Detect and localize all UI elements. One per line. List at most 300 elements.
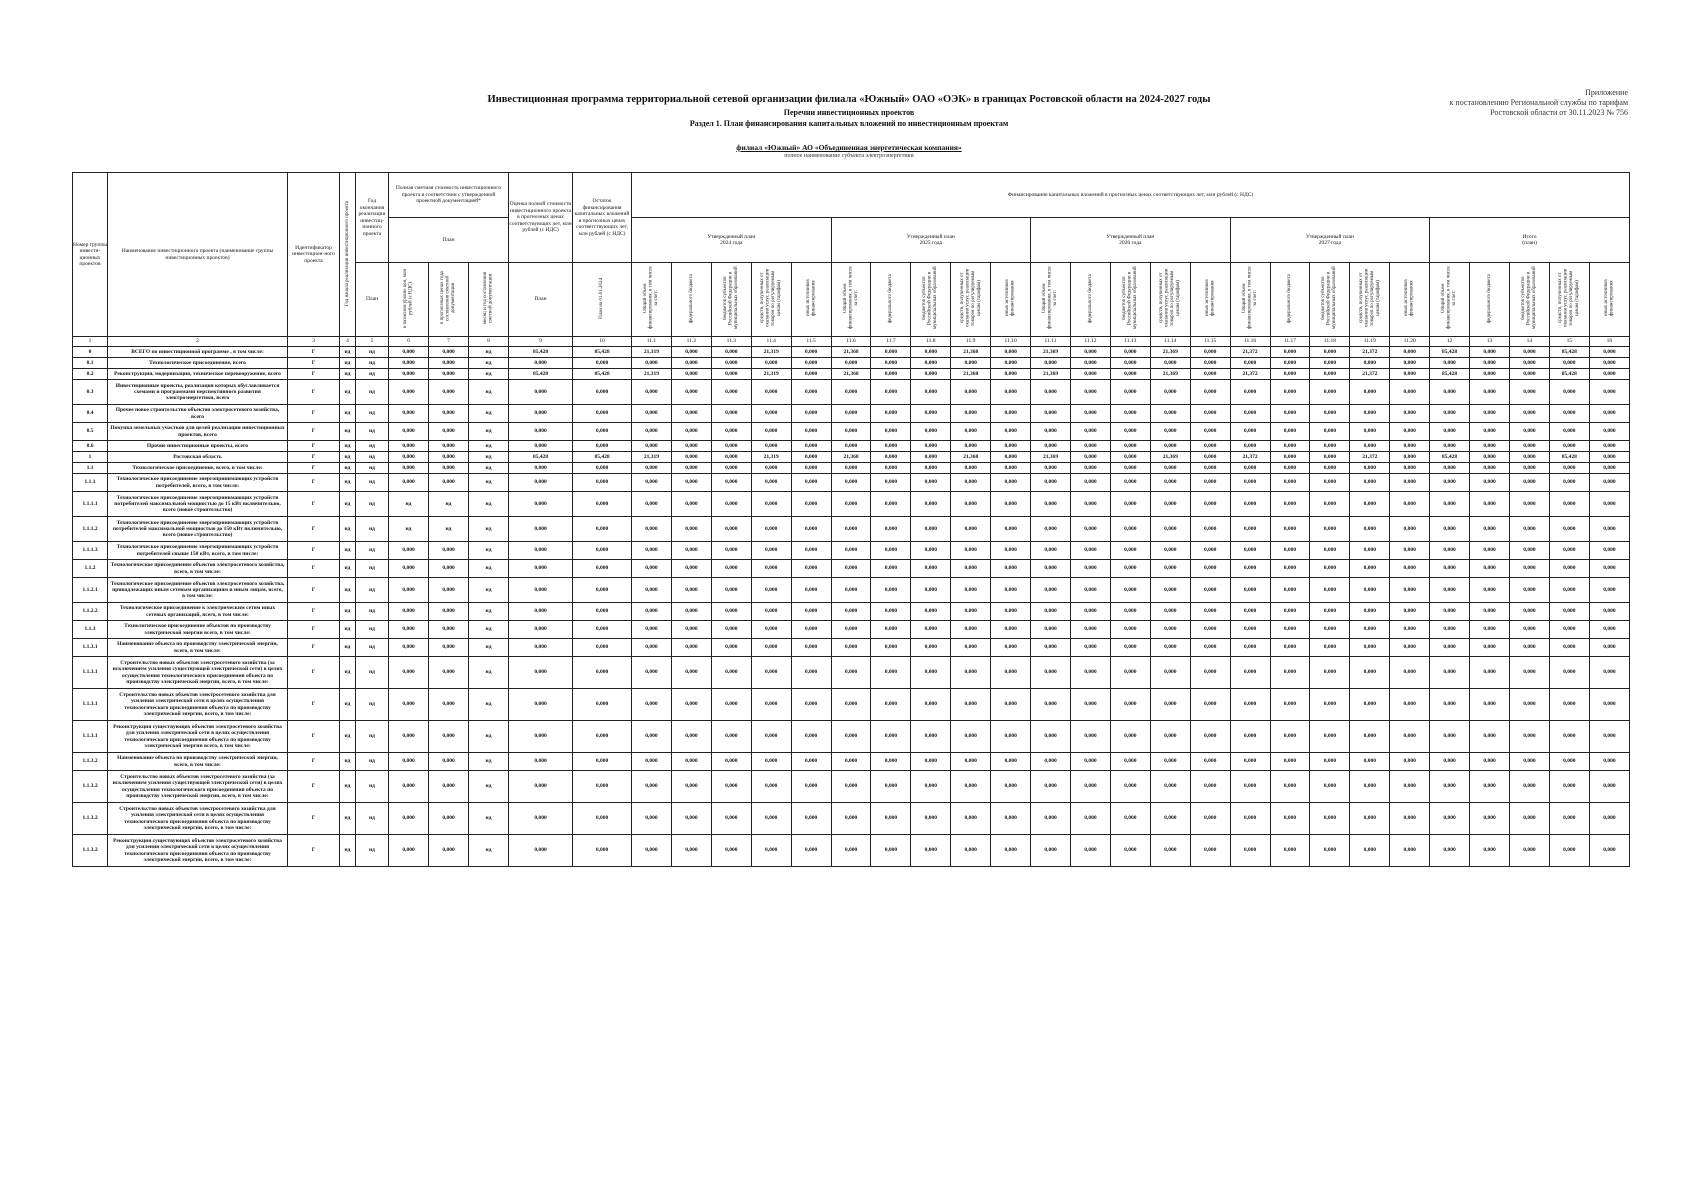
row-financing-value: 0,000 (1589, 441, 1629, 452)
row-identifier: Г (288, 771, 340, 803)
row-financing-value: 0,000 (751, 835, 791, 867)
row-financing-value: 0,000 (1350, 560, 1390, 578)
row-financing-value: 0,000 (1310, 621, 1350, 639)
row-estimate: 0,000 (509, 603, 573, 621)
row-financing-value: 0,000 (1350, 380, 1390, 405)
row-financing-value: 0,000 (911, 423, 951, 441)
row-financing-value: 0,000 (1310, 517, 1350, 542)
row-financing-value: 0,000 (1350, 835, 1390, 867)
document-titles (0, 93, 1698, 129)
row-financing-value: 0,000 (1470, 405, 1510, 423)
row-financing-value: 0,000 (751, 657, 791, 689)
row-financing-value: 0,000 (871, 603, 911, 621)
column-number: 11.7 (871, 337, 911, 347)
row-doc-cost: нд (429, 492, 469, 517)
row-financing-value: 0,000 (1310, 405, 1350, 423)
row-financing-value: 0,000 (1310, 657, 1350, 689)
row-financing-value: 0,000 (1230, 517, 1270, 542)
row-financing-value: 0,000 (1509, 835, 1549, 867)
row-financing-value: 0,000 (1509, 369, 1549, 380)
header-financing-sub-text: бюджетов субъектов Российской Федерации и муниципальных образований (1121, 266, 1139, 330)
row-financing-value: 0,000 (1549, 441, 1589, 452)
row-financing-value: 0,000 (1031, 639, 1071, 657)
row-financing-value: 0,000 (711, 517, 751, 542)
row-financing-value: 0,000 (951, 405, 991, 423)
row-financing-value: 0,000 (671, 380, 711, 405)
row-financing-value: 0,000 (1070, 347, 1110, 358)
row-financing-value: 0,000 (671, 474, 711, 492)
row-financing-value: 0,000 (911, 542, 951, 560)
row-financing-value: 0,000 (911, 578, 951, 603)
row-financing-value: 0,000 (1150, 721, 1190, 753)
row-financing-value: 21,372 (1230, 369, 1270, 380)
row-remaining: 0,000 (573, 835, 632, 867)
row-financing-value: 0,000 (711, 423, 751, 441)
row-financing-value: 0,000 (1190, 721, 1230, 753)
row-financing-value: 0,000 (871, 474, 911, 492)
row-financing-value: 0,000 (1430, 803, 1470, 835)
row-financing-value: 0,000 (1150, 753, 1190, 771)
row-financing-value: 0,000 (991, 441, 1031, 452)
row-financing-value: 0,000 (1310, 542, 1350, 560)
row-estimate: 0,000 (509, 689, 573, 721)
row-financing-value: 0,000 (1150, 463, 1190, 474)
row-financing-value: 0,000 (1270, 578, 1310, 603)
row-base-cost: 0,000 (389, 474, 429, 492)
row-financing-value: 0,000 (1430, 639, 1470, 657)
row-code: 0.6 (73, 441, 108, 452)
row-financing-value: 0,000 (871, 542, 911, 560)
row-identifier: Г (288, 441, 340, 452)
table-row (73, 639, 1630, 657)
row-financing-value: 0,000 (1589, 542, 1629, 560)
row-financing-value: 0,000 (831, 474, 871, 492)
row-financing-value: 21,369 (1150, 347, 1190, 358)
row-financing-value: 0,000 (751, 474, 791, 492)
row-financing-value: 0,000 (711, 771, 751, 803)
row-financing-value: 0,000 (1070, 771, 1110, 803)
row-start-year: нд (340, 452, 356, 463)
row-financing-value: 0,000 (1589, 492, 1629, 517)
row-financing-value: 0,000 (1310, 463, 1350, 474)
row-financing-value: 0,000 (1589, 380, 1629, 405)
row-financing-value: 0,000 (951, 542, 991, 560)
row-name: Инвестиционные проекты, реализация которых обуславливается схемами и программами перспективного развития электроэнергетики, всего (108, 380, 288, 405)
row-financing-value: 0,000 (831, 803, 871, 835)
row-financing-value: 0,000 (951, 474, 991, 492)
row-doc-cost: нд (429, 517, 469, 542)
row-financing-value: 0,000 (791, 474, 831, 492)
row-financing-value: 0,000 (1270, 463, 1310, 474)
row-name: Прочие инвестиционные проекты, всего (108, 441, 288, 452)
row-financing-value: 21,372 (1230, 452, 1270, 463)
document-subtitle: Перечни инвестиционных проектов (783, 108, 915, 117)
row-financing-value: 0,000 (1110, 621, 1150, 639)
row-name: Строительство новых объектов электросетевого хозяйства для усиления электрической сети в целях осуществления технологического присоединения объекта по производству электрической энергии, всего, в том числе: (108, 689, 288, 721)
row-doc-date: нд (469, 405, 509, 423)
row-doc-date: нд (469, 347, 509, 358)
row-financing-value: 0,000 (991, 452, 1031, 463)
row-financing-value: 0,000 (1270, 358, 1310, 369)
row-financing-value: 0,000 (951, 639, 991, 657)
row-financing-value: 0,000 (711, 474, 751, 492)
row-end-year: нд (356, 369, 389, 380)
row-financing-value: 0,000 (1270, 621, 1310, 639)
row-financing-value: 0,000 (1150, 380, 1190, 405)
row-financing-value: 21,368 (831, 347, 871, 358)
row-financing-value: 0,000 (1390, 689, 1430, 721)
row-end-year: нд (356, 474, 389, 492)
row-financing-value: 0,000 (1190, 517, 1230, 542)
row-financing-value: 0,000 (1110, 753, 1150, 771)
row-financing-value: 0,000 (1270, 423, 1310, 441)
header-financing-sub-text: Общий объем финансирования, в том числе за счет: (842, 266, 859, 330)
header-financing-sub (1430, 263, 1470, 337)
row-identifier: Г (288, 380, 340, 405)
row-financing-value: 0,000 (791, 560, 831, 578)
row-financing-value: 0,000 (1589, 621, 1629, 639)
row-financing-value: 0,000 (1150, 578, 1190, 603)
header-financing-sub (951, 263, 991, 337)
row-base-cost: 0,000 (389, 423, 429, 441)
row-financing-value: 0,000 (791, 441, 831, 452)
row-financing-value: 0,000 (831, 689, 871, 721)
row-financing-value: 0,000 (1549, 721, 1589, 753)
row-end-year: нд (356, 542, 389, 560)
row-name: Технологическое присоединение объектов по производству электрической энергии всего, в том числе: (108, 621, 288, 639)
row-financing-value: 0,000 (1470, 771, 1510, 803)
row-code: 0.3 (73, 380, 108, 405)
row-financing-value: 0,000 (1390, 721, 1430, 753)
row-financing-value: 0,000 (632, 358, 672, 369)
table-row (73, 463, 1630, 474)
header-financing-sub (1230, 263, 1270, 337)
row-financing-value: 0,000 (751, 771, 791, 803)
row-financing-value: 0,000 (1310, 639, 1350, 657)
column-number: 11.17 (1270, 337, 1310, 347)
row-financing-value: 0,000 (991, 542, 1031, 560)
row-identifier: Г (288, 657, 340, 689)
header-group-no: Номер группы инвести-ционных проектов (73, 173, 108, 337)
row-financing-value: 0,000 (1150, 639, 1190, 657)
row-financing-value: 0,000 (991, 639, 1031, 657)
row-doc-cost: 0,000 (429, 578, 469, 603)
row-financing-value: 0,000 (871, 463, 911, 474)
row-remaining: 0,000 (573, 423, 632, 441)
table-row (73, 803, 1630, 835)
row-estimate: 0,000 (509, 578, 573, 603)
table-row (73, 452, 1630, 463)
row-start-year: нд (340, 474, 356, 492)
table-row (73, 369, 1630, 380)
row-code: 0.1 (73, 358, 108, 369)
row-financing-value: 0,000 (831, 463, 871, 474)
header-financing-sub (1150, 263, 1190, 337)
row-financing-value: 21,372 (1350, 369, 1390, 380)
row-financing-value: 0,000 (1470, 463, 1510, 474)
table-row (73, 441, 1630, 452)
row-financing-value: 0,000 (1509, 492, 1549, 517)
row-financing-value: 0,000 (1031, 657, 1071, 689)
row-financing-value: 0,000 (1230, 474, 1270, 492)
row-financing-value: 0,000 (671, 492, 711, 517)
row-financing-value: 0,000 (1350, 721, 1390, 753)
row-financing-value: 0,000 (1390, 492, 1430, 517)
header-identifier: Идентификатор инвестицион-ного проекта (288, 173, 340, 337)
header-financing: Финансирование капитальных вложений в прогнозных ценах соответствующих лет, млн рублей (с НДС) (632, 173, 1630, 218)
column-number: 16 (1589, 337, 1629, 347)
row-doc-cost: 0,000 (429, 803, 469, 835)
row-financing-value: 0,000 (1509, 441, 1549, 452)
row-financing-value: 0,000 (1070, 441, 1110, 452)
row-financing-value: 0,000 (1070, 603, 1110, 621)
header-financing-sub (711, 263, 751, 337)
row-financing-value: 0,000 (1390, 657, 1430, 689)
row-start-year: нд (340, 380, 356, 405)
row-financing-value: 0,000 (991, 721, 1031, 753)
row-financing-value: 0,000 (1150, 517, 1190, 542)
row-financing-value: 0,000 (1070, 578, 1110, 603)
row-financing-value: 0,000 (1230, 358, 1270, 369)
row-financing-value: 21,369 (1150, 369, 1190, 380)
row-financing-value: 0,000 (911, 657, 951, 689)
header-plan-2027-year: 2027 года (1318, 240, 1342, 246)
row-financing-value: 0,000 (1031, 492, 1071, 517)
header-financing-sub-text: средств, полученных от оказания услуг, реализации товаров по регулируемым ценам (тарифам) (1358, 269, 1381, 328)
header-financing-sub (632, 263, 672, 337)
row-name: Технологическое присоединение объектов электросетевого хозяйства, принадлежащих иным сетевым организациям и иным лицам, всего, в том числе: (108, 578, 288, 603)
column-number: 11.15 (1190, 337, 1230, 347)
header-financing-sub-text: Общий объем финансирования, в том числе за счет: (1241, 266, 1258, 330)
header-financing-sub (871, 263, 911, 337)
row-financing-value: 0,000 (791, 803, 831, 835)
row-financing-value: 0,000 (791, 689, 831, 721)
row-code: 1.1.3.2 (73, 835, 108, 867)
row-financing-value: 0,000 (871, 441, 911, 452)
row-financing-value: 0,000 (1509, 771, 1549, 803)
row-financing-value: 0,000 (1589, 405, 1629, 423)
row-financing-value: 0,000 (1310, 603, 1350, 621)
row-financing-value: 0,000 (871, 578, 911, 603)
row-financing-value: 0,000 (1031, 517, 1071, 542)
row-financing-value: 0,000 (991, 578, 1031, 603)
row-financing-value: 0,000 (831, 405, 871, 423)
row-financing-value: 0,000 (991, 657, 1031, 689)
column-number: 15 (1549, 337, 1589, 347)
row-financing-value: 0,000 (1070, 803, 1110, 835)
row-code: 1.1.2.1 (73, 578, 108, 603)
row-financing-value: 21,369 (1031, 347, 1071, 358)
header-financing-sub-text: федерального бюджета (888, 273, 894, 323)
column-number: 11.6 (831, 337, 871, 347)
row-financing-value: 0,000 (1110, 689, 1150, 721)
row-financing-value: 0,000 (1150, 423, 1190, 441)
row-financing-value: 0,000 (1390, 542, 1430, 560)
row-start-year: нд (340, 560, 356, 578)
row-start-year: нд (340, 621, 356, 639)
row-financing-value: 0,000 (1549, 542, 1589, 560)
column-number: 11.12 (1070, 337, 1110, 347)
row-financing-value: 0,000 (751, 405, 791, 423)
row-financing-value: 0,000 (951, 578, 991, 603)
row-estimate: 0,000 (509, 771, 573, 803)
row-financing-value: 0,000 (1589, 803, 1629, 835)
row-base-cost: 0,000 (389, 639, 429, 657)
row-financing-value: 0,000 (791, 578, 831, 603)
row-financing-value: 0,000 (751, 358, 791, 369)
row-doc-cost: 0,000 (429, 347, 469, 358)
row-start-year: нд (340, 492, 356, 517)
row-financing-value: 0,000 (1430, 578, 1470, 603)
row-financing-value: 0,000 (871, 689, 911, 721)
row-financing-value: 0,000 (1509, 689, 1549, 721)
row-financing-value: 0,000 (1310, 492, 1350, 517)
row-financing-value: 0,000 (632, 835, 672, 867)
row-financing-value: 0,000 (1110, 358, 1150, 369)
row-start-year: нд (340, 835, 356, 867)
header-total-sub: (план) (1522, 240, 1537, 246)
header-plan-2026 (1031, 218, 1231, 263)
row-financing-value: 0,000 (1549, 405, 1589, 423)
row-financing-value: 0,000 (911, 492, 951, 517)
row-financing-value: 0,000 (1470, 721, 1510, 753)
row-identifier: Г (288, 803, 340, 835)
row-financing-value: 0,000 (1430, 423, 1470, 441)
row-financing-value: 0,000 (1390, 771, 1430, 803)
row-financing-value: 0,000 (671, 369, 711, 380)
row-financing-value: 0,000 (951, 689, 991, 721)
row-financing-value: 0,000 (1070, 753, 1110, 771)
row-base-cost: нд (389, 492, 429, 517)
row-financing-value: 0,000 (1031, 603, 1071, 621)
row-code: 1.1.3.2 (73, 803, 108, 835)
row-financing-value: 0,000 (1430, 657, 1470, 689)
row-base-cost: нд (389, 517, 429, 542)
row-financing-value: 0,000 (1350, 657, 1390, 689)
column-number: 12 (1430, 337, 1470, 347)
row-name: Строительство новых объектов электросетевого хозяйства (за исключением усиления существующей электрической сети) в целях осуществления технологического присоединения объекта по производству электрической энергии, всего, в том числе: (108, 771, 288, 803)
row-financing-value: 0,000 (1549, 578, 1589, 603)
row-identifier: Г (288, 347, 340, 358)
row-financing-value: 0,000 (911, 721, 951, 753)
header-doc-month-year (469, 263, 509, 337)
header-project-name: Наименование инвестиционного проекта (наименование группы инвестиционных проектов) (108, 173, 288, 337)
row-financing-value: 0,000 (671, 441, 711, 452)
row-end-year: нд (356, 347, 389, 358)
row-financing-value: 0,000 (991, 771, 1031, 803)
row-financing-value: 0,000 (1509, 380, 1549, 405)
row-financing-value: 0,000 (1270, 380, 1310, 405)
column-number: 5 (356, 337, 389, 347)
row-financing-value: 0,000 (791, 463, 831, 474)
row-financing-value: 0,000 (951, 721, 991, 753)
row-financing-value: 0,000 (831, 492, 871, 517)
row-financing-value: 0,000 (871, 517, 911, 542)
row-financing-value: 0,000 (991, 517, 1031, 542)
row-financing-value: 0,000 (711, 347, 751, 358)
row-financing-value: 0,000 (1310, 358, 1350, 369)
row-financing-value: 0,000 (751, 542, 791, 560)
header-financing-sub (1470, 263, 1510, 337)
row-doc-cost: 0,000 (429, 423, 469, 441)
row-financing-value: 0,000 (1190, 463, 1230, 474)
header-financing-sub (1350, 263, 1390, 337)
row-financing-value: 85,428 (1430, 369, 1470, 380)
row-financing-value: 0,000 (1270, 835, 1310, 867)
row-financing-value: 0,000 (831, 639, 871, 657)
row-identifier: Г (288, 542, 340, 560)
row-financing-value: 0,000 (1430, 474, 1470, 492)
row-financing-value: 0,000 (1390, 369, 1430, 380)
row-financing-value: 0,000 (911, 517, 951, 542)
row-doc-cost: 0,000 (429, 689, 469, 721)
header-financing-sub-text: бюджетов субъектов Российской Федерации и муниципальных образований (1321, 266, 1338, 330)
row-financing-value: 0,000 (711, 358, 751, 369)
row-name: Реконструкция существующих объектов электросетевого хозяйства для усиления электрической сети в целях осуществления технологического присоединения объекта по производству электрической энергии, всего, в том числе: (108, 835, 288, 867)
row-name: Ростовская область (108, 452, 288, 463)
row-start-year: нд (340, 603, 356, 621)
row-financing-value: 0,000 (1190, 380, 1230, 405)
row-financing-value: 0,000 (1031, 380, 1071, 405)
row-code: 1.1.1.3 (73, 542, 108, 560)
row-end-year: нд (356, 657, 389, 689)
row-financing-value: 0,000 (711, 835, 751, 867)
row-financing-value: 21,369 (1031, 369, 1071, 380)
row-financing-value: 0,000 (711, 657, 751, 689)
row-identifier: Г (288, 835, 340, 867)
row-financing-value: 0,000 (1390, 753, 1430, 771)
row-remaining: 0,000 (573, 405, 632, 423)
row-financing-value: 0,000 (1031, 358, 1071, 369)
row-financing-value: 85,428 (1549, 369, 1589, 380)
row-financing-value: 0,000 (911, 474, 951, 492)
row-financing-value: 0,000 (1549, 474, 1589, 492)
row-financing-value: 0,000 (1190, 405, 1230, 423)
row-financing-value: 0,000 (1230, 753, 1270, 771)
row-financing-value: 0,000 (871, 803, 911, 835)
row-financing-value: 0,000 (711, 405, 751, 423)
row-start-year: нд (340, 405, 356, 423)
row-financing-value: 0,000 (991, 753, 1031, 771)
row-financing-value: 0,000 (1310, 803, 1350, 835)
row-financing-value: 0,000 (751, 721, 791, 753)
row-end-year: нд (356, 463, 389, 474)
row-financing-value: 0,000 (1190, 452, 1230, 463)
row-financing-value: 0,000 (1190, 358, 1230, 369)
row-financing-value: 0,000 (1310, 689, 1350, 721)
row-financing-value: 0,000 (911, 621, 951, 639)
column-number: 11.1 (632, 337, 672, 347)
row-financing-value: 0,000 (1031, 621, 1071, 639)
column-number: 3 (288, 337, 340, 347)
row-doc-date: нд (469, 603, 509, 621)
row-financing-value: 0,000 (751, 603, 791, 621)
row-financing-value: 0,000 (632, 380, 672, 405)
row-financing-value: 0,000 (1470, 542, 1510, 560)
column-number: 11.11 (1031, 337, 1071, 347)
row-financing-value: 0,000 (1390, 474, 1430, 492)
row-financing-value: 0,000 (1190, 657, 1230, 689)
row-financing-value: 0,000 (791, 657, 831, 689)
row-financing-value: 0,000 (1549, 753, 1589, 771)
row-financing-value: 0,000 (1390, 621, 1430, 639)
row-financing-value: 0,000 (1509, 463, 1549, 474)
row-start-year: нд (340, 639, 356, 657)
row-financing-value: 0,000 (671, 639, 711, 657)
row-estimate: 0,000 (509, 358, 573, 369)
header-financing-sub (831, 263, 871, 337)
header-plan-2024-title: Утвержденный план (707, 233, 756, 240)
